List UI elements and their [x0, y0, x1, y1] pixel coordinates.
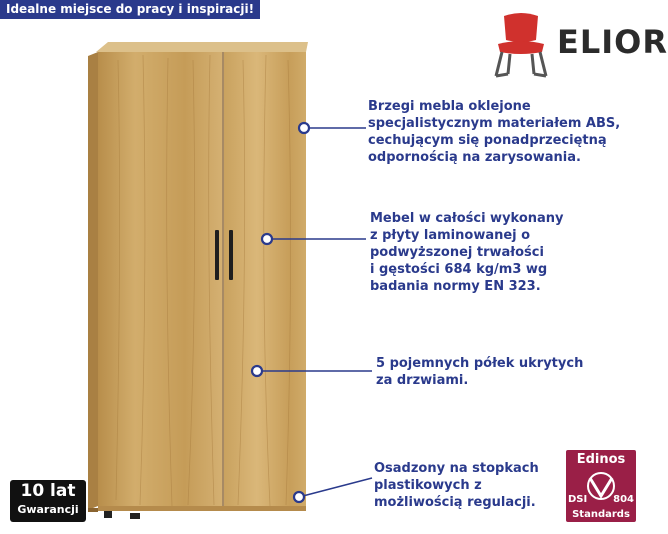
note-edges — [368, 98, 620, 166]
note-line: za drzwiami. — [376, 373, 469, 388]
warranty-badge — [10, 480, 86, 522]
warranty-years: 10 lat — [20, 481, 76, 501]
note-line: 5 pojemnych półek ukrytych — [376, 356, 584, 371]
wardrobe-image — [88, 40, 318, 520]
note-line: specjalistycznym materiałem ABS, — [368, 116, 621, 131]
note-line: odpornością na zarysowania. — [368, 150, 581, 165]
note-line: możliwością regulacji. — [374, 495, 536, 510]
note-line: i gęstości 684 kg/m3 wg — [370, 262, 548, 277]
note-line: Mebel w całości wykonany — [370, 211, 564, 226]
note-material — [370, 210, 564, 295]
note-line: Osadzony na stopkach — [374, 461, 539, 476]
note-line: z płyty laminowanej o — [370, 228, 531, 243]
warranty-label: Gwarancji — [17, 503, 79, 516]
note-line: badania normy EN 323. — [370, 279, 541, 294]
note-feet — [374, 460, 539, 511]
slogan-banner: Idealne miejsce do pracy i inspiracji! — [0, 0, 260, 19]
chair-icon — [486, 10, 556, 80]
note-line: cechującym się ponadprzeciętną — [368, 133, 607, 148]
note-line: Brzegi mebla oklejone — [368, 99, 531, 114]
brand-name: ELIOR — [557, 23, 668, 61]
certificate-badge — [566, 450, 636, 522]
certificate-left: DSI — [568, 494, 588, 505]
note-shelves — [376, 355, 583, 389]
certificate-code: 804 — [613, 494, 634, 505]
note-line: podwyższonej trwałości — [370, 245, 544, 260]
certificate-standards: Standards — [572, 509, 630, 520]
certificate-brand: Edinos — [576, 452, 626, 467]
note-line: plastikowych z — [374, 478, 482, 493]
